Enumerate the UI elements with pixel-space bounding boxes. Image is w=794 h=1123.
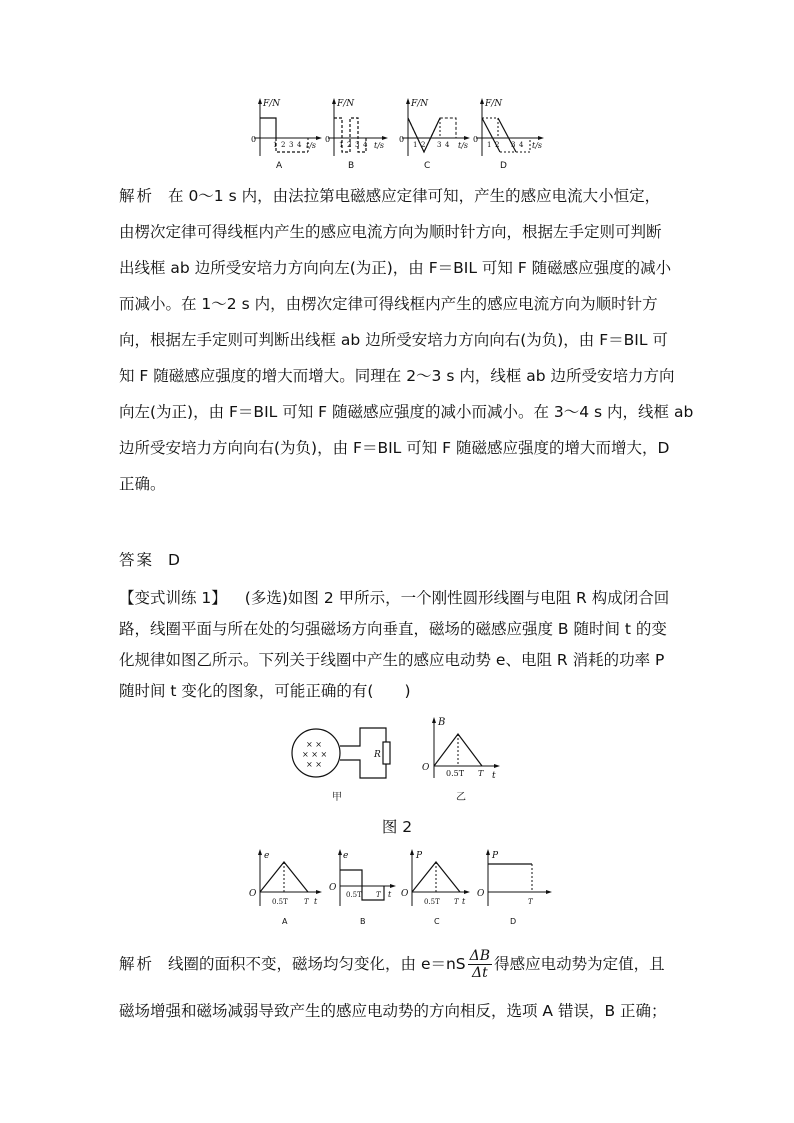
option-b-letter: B: [360, 917, 366, 926]
graph-c-letter: C: [424, 161, 431, 171]
yi-tick-T: T: [478, 769, 484, 778]
option-a-origin: O: [249, 889, 257, 899]
graph-b-letter: B: [348, 161, 355, 171]
graph-b-origin: 0: [325, 135, 331, 144]
graph-a-tick1: 1: [273, 141, 278, 149]
option-c-origin: O: [401, 889, 409, 899]
analysis-line-2: 由楞次定律可得线框内产生的感应电流方向为顺时针方向，根据左手定则可判断: [119, 223, 662, 241]
analysis2-line-1: [119, 943, 679, 985]
yi-y-label: B: [438, 717, 446, 728]
option-d-origin: O: [477, 889, 485, 899]
option-a-tick-T: T: [304, 898, 309, 906]
option-d-y: P: [492, 851, 499, 861]
graph-c-xlabel: t/s: [458, 141, 469, 150]
analysis-line-8: 边所受安培力方向向右(为负)，由 F＝BIL 可知 F 随磁感应强度的增大而增大，D: [119, 439, 670, 457]
option-a-tick-half: 0.5T: [272, 898, 288, 906]
option-graph-a: [249, 849, 322, 926]
graph-c-tick3: 3: [437, 141, 442, 149]
exercise-tag: 【变式训练 1】: [119, 589, 227, 607]
analysis-line-5: 向，根据左手定则可判断出线框 ab 边所受安培力方向向右(为负)，由 F＝BIL 可: [119, 331, 668, 349]
option-a-x: t: [314, 897, 318, 906]
graph-a-tick4: 4: [297, 141, 302, 149]
graph-d-tick2: 2: [495, 141, 500, 149]
graph-b: [325, 98, 388, 171]
resistor-label: R: [374, 750, 381, 760]
option-b-y: e: [343, 851, 349, 861]
graph-c: [399, 98, 470, 171]
exercise-line-1: [119, 583, 679, 614]
figure-2-caption: 图 2: [381, 818, 413, 836]
graph-a-origin: 0: [251, 135, 257, 144]
option-graph-b: [329, 849, 396, 926]
graph-d-ylabel: F/N: [485, 99, 503, 109]
analysis-paragraph-1: [119, 178, 694, 502]
option-a-y: e: [264, 851, 270, 861]
graph-c-ylabel: F/N: [411, 99, 429, 109]
answer-line: [119, 548, 180, 570]
analysis-line-6: 知 F 随磁感应强度的增大而增大。同理在 2～3 s 内，线框 ab 边所受安培力方向: [119, 367, 675, 385]
analysis-line-3: 出线框 ab 边所受安培力方向向左(为正)，由 F＝BIL 可知 F 随磁感应强度的减小: [119, 259, 672, 277]
option-b-origin: O: [329, 883, 337, 893]
delta-b-over-delta-t: [468, 948, 492, 981]
graph-a-tick3: 3: [289, 141, 294, 149]
graph-c-tick1: 1: [413, 141, 418, 149]
analysis2-text-pre: 线圈的面积不变，磁场均匀变化，由 e＝nS: [168, 955, 466, 973]
graph-a-letter: A: [276, 161, 283, 171]
graph-d-letter: D: [500, 161, 507, 171]
option-c-y: P: [416, 851, 423, 861]
graph-c-tick2: 2: [421, 141, 426, 149]
analysis-line-4: 而减小。在 1～2 s 内，由楞次定律可得线框内产生的感应电流方向为顺时针方: [119, 295, 658, 313]
figure-2: [290, 712, 510, 812]
analysis2-text-post: 得感应电动势为定值，且: [494, 955, 665, 973]
yi-x-label: t: [492, 771, 496, 781]
option-b-tick-T: T: [376, 891, 381, 899]
answer-label: 答案: [119, 551, 155, 569]
yi-label: 乙: [456, 792, 466, 803]
graph-b-tick2: 2: [347, 141, 352, 149]
option-c-tick-T: T: [454, 898, 459, 906]
graph-b-tick1: 1: [339, 141, 344, 149]
graph-b-ylabel: F/N: [337, 99, 355, 109]
analysis2-line-2: 磁场增强和磁场减弱导致产生的感应电动势的方向相反，选项 A 错误，B 正确；: [119, 1002, 667, 1020]
exercise-line-3: 化规律如图乙所示。下列关于线圈中产生的感应电动势 e、电阻 R 消耗的功率 P: [119, 651, 665, 669]
option-graph-c: [401, 849, 470, 926]
graph-a: [251, 98, 322, 171]
analysis2-label: 解析: [119, 955, 155, 973]
answer-value: D: [168, 551, 180, 569]
option-c-x: t: [462, 897, 466, 906]
options-figure: [246, 846, 556, 936]
graph-b-tick3: 3: [355, 141, 360, 149]
option-d-letter: D: [510, 917, 517, 926]
svg-text:× ×: × ×: [306, 740, 322, 749]
graph-d: [473, 98, 544, 171]
figure-jia-circuit: [292, 728, 390, 803]
yi-tick-half: 0.5T: [446, 769, 465, 778]
graph-d-tick4: 4: [519, 141, 524, 149]
graph-d-xlabel: t/s: [532, 141, 543, 150]
analysis-line-9: 正确。: [119, 475, 166, 493]
graph-d-origin: 0: [473, 135, 479, 144]
graph-d-tick1: 1: [487, 141, 492, 149]
graph-a-xlabel: t/s: [306, 141, 317, 150]
graph-b-xlabel: t/s: [374, 141, 385, 150]
exercise-text-1: (多选)如图 2 甲所示，一个刚性圆形线圈与电阻 R 构成闭合回: [244, 589, 670, 607]
yi-origin: O: [422, 763, 430, 773]
graph-d-tick3: 3: [511, 141, 516, 149]
svg-text:× × ×: × × ×: [302, 750, 328, 759]
frac-numerator: ΔB: [469, 948, 491, 964]
analysis-text: 在 0～1 s 内，由法拉第电磁感应定律可知，产生的感应电流大小恒定，: [168, 187, 661, 205]
jia-label: 甲: [332, 792, 342, 803]
analysis-label: 解析: [119, 187, 155, 205]
exercise-line-2: 路，线圈平面与所在处的匀强磁场方向垂直，磁场的磁感应强度 B 随时间 t 的变: [119, 620, 667, 638]
graph-b-tick4: 4: [363, 141, 368, 149]
graph-a-ylabel: F/N: [263, 99, 281, 109]
exercise-paragraph: [119, 583, 679, 707]
graph-c-origin: 0: [399, 135, 405, 144]
option-a-letter: A: [282, 917, 288, 926]
top-figure: [248, 92, 548, 174]
option-b-tick-half: 0.5T: [346, 891, 362, 899]
analysis-paragraph-2: [119, 943, 679, 1029]
option-graph-d: [477, 849, 552, 926]
option-b-x: t: [388, 890, 392, 899]
option-c-tick-half: 0.5T: [424, 898, 440, 906]
frac-denominator: Δt: [471, 965, 488, 981]
analysis-line-7: 向左(为正)，由 F＝BIL 可知 F 随磁感应强度的减小而减小。在 3～4 s 内，线框 ab: [119, 403, 694, 421]
figure-yi-graph: [422, 717, 500, 803]
analysis-line-1: [119, 178, 679, 214]
option-c-letter: C: [434, 917, 440, 926]
graph-a-tick2: 2: [281, 141, 286, 149]
exercise-line-4: 随时间 t 变化的图象，可能正确的有( ): [119, 682, 411, 700]
svg-text:× ×: × ×: [306, 760, 322, 769]
option-d-tick-T: T: [528, 898, 533, 906]
graph-c-tick4: 4: [445, 141, 450, 149]
